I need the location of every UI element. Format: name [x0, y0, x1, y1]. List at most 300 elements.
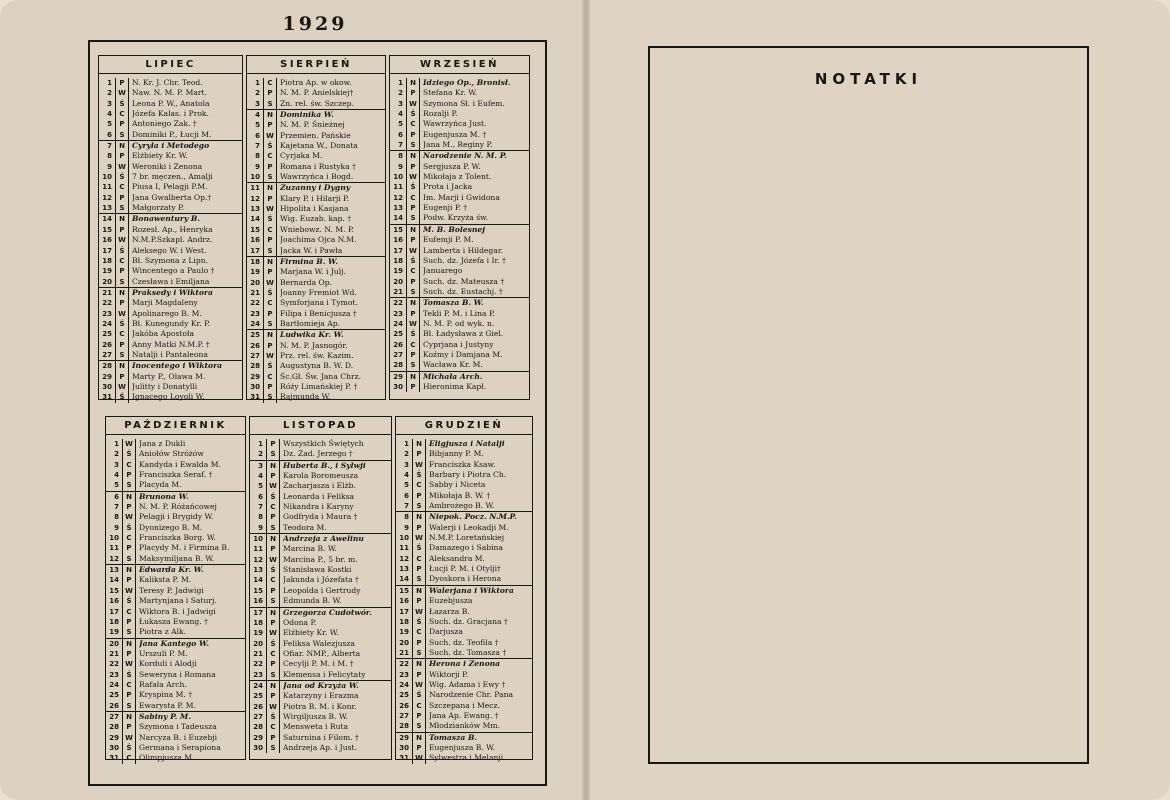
day-number: 5 [258, 482, 263, 491]
weekday-letter: Ś [263, 141, 277, 151]
weekday-letter: N [266, 681, 280, 691]
day-row [99, 246, 242, 256]
day-number: 8 [255, 152, 260, 161]
day-number: 2 [398, 89, 403, 98]
saint-name: Zn. rel. św. Szczep. [280, 98, 354, 108]
day-number: 7 [255, 142, 260, 151]
day-number: 2 [258, 450, 263, 459]
day-number: 31 [399, 754, 409, 763]
day-row [390, 99, 529, 109]
weekday-letter: P [122, 690, 136, 700]
weekday-letter: P [115, 298, 129, 308]
weekday-letter: Ś [263, 214, 277, 224]
day-number: 24 [250, 319, 260, 328]
day-row [106, 491, 245, 502]
weekday-letter: W [406, 246, 420, 256]
day-number: 4 [255, 111, 260, 120]
weekday-letter: S [266, 523, 280, 533]
day-row [99, 203, 242, 213]
saint-name: Michała Arch. [423, 371, 483, 381]
day-number: 21 [393, 287, 403, 296]
weekday-letter: S [263, 172, 277, 182]
day-row [106, 722, 245, 732]
day-number: 14 [109, 576, 119, 585]
weekday-letter: S [406, 213, 420, 223]
saint-name: Dz. Zad. Jerzego † [283, 449, 353, 459]
saint-name: Feliksa Walezjusza [283, 638, 355, 648]
day-row [250, 639, 391, 649]
day-number: 7 [107, 142, 112, 151]
weekday-letter: P [266, 512, 280, 522]
weekday-letter: P [406, 203, 420, 213]
day-number: 10 [399, 534, 409, 543]
day-row [106, 638, 245, 649]
day-row [396, 607, 532, 617]
weekday-letter: Ś [122, 523, 136, 533]
saint-name: Olimpjusza M. [139, 753, 195, 763]
saint-name: Ludwika Kr. W. [280, 330, 344, 340]
weekday-letter: W [263, 278, 277, 288]
weekday-letter: Ś [412, 470, 426, 480]
day-row [247, 382, 385, 392]
weekday-letter: S [266, 596, 280, 606]
day-number: 27 [393, 350, 403, 359]
saint-name: Sergjusza P. W. [423, 161, 481, 171]
day-number: 15 [393, 225, 403, 234]
weekday-letter: P [406, 309, 420, 319]
saint-name: Euzebjusza [429, 596, 473, 606]
day-row [247, 246, 385, 256]
saint-name: Młodzianków Mm. [429, 721, 500, 731]
day-number: 16 [393, 236, 403, 245]
weekday-letter: P [115, 266, 129, 276]
day-row [247, 329, 385, 340]
weekday-letter: Ś [115, 172, 129, 182]
saint-name: Jana M., Reginy P. [423, 140, 493, 150]
day-row [250, 680, 391, 691]
day-number: 10 [393, 173, 403, 182]
day-number: 21 [399, 648, 409, 657]
day-number: 22 [109, 660, 119, 669]
weekday-letter: N [406, 298, 420, 308]
month-block-pazdziernik [105, 416, 246, 763]
day-number: 31 [109, 754, 119, 763]
saint-name: Piusa I, Pelagji P.M. [132, 182, 208, 192]
day-row [390, 162, 529, 172]
weekday-letter: S [115, 350, 129, 360]
weekday-letter: W [412, 460, 426, 470]
weekday-letter: P [412, 596, 426, 606]
day-number: 6 [114, 492, 119, 501]
weekday-letter: Ś [412, 543, 426, 553]
month-name: WRZESIEŃ [390, 56, 529, 74]
weekday-letter: C [122, 607, 136, 617]
day-row [106, 586, 245, 596]
saint-name: Tekli P. M. i Lina P. [423, 308, 495, 318]
day-number: 28 [102, 362, 112, 371]
weekday-letter: W [406, 172, 420, 182]
weekday-letter: N [263, 110, 277, 120]
day-number: 5 [404, 481, 409, 490]
day-number: 6 [258, 492, 263, 501]
day-row [99, 172, 242, 182]
day-number: 18 [393, 256, 403, 265]
day-row [106, 733, 245, 743]
weekday-letter: S [412, 721, 426, 731]
weekday-letter: S [406, 360, 420, 370]
weekday-letter: P [115, 119, 129, 129]
day-number: 31 [250, 393, 260, 402]
day-number: 15 [250, 225, 260, 234]
saint-name: Saturnina i Filom. † [283, 732, 359, 742]
saint-name: Aniołów Stróżów [139, 449, 204, 459]
day-row [250, 449, 391, 459]
weekday-letter: P [266, 544, 280, 554]
day-row [390, 360, 529, 370]
day-number: 29 [109, 733, 119, 742]
weekday-letter: N [122, 639, 136, 649]
day-row [250, 691, 391, 701]
day-row [106, 701, 245, 711]
weekday-letter: C [406, 340, 420, 350]
saint-name: Edmunda B. W. [283, 596, 342, 606]
day-number: 5 [107, 120, 112, 129]
day-row [247, 309, 385, 319]
day-number: 24 [109, 680, 119, 689]
saint-name: Teresy P. Jadwigi [139, 585, 204, 595]
day-row [99, 256, 242, 266]
day-row [99, 360, 242, 371]
day-row [390, 340, 529, 350]
weekday-letter: Ś [263, 288, 277, 298]
saint-name: Wiktora B. i Jadwigi [139, 606, 216, 616]
saint-name: Aleksego W. i West. [132, 245, 207, 255]
weekday-letter: N [406, 225, 420, 235]
day-row [396, 701, 532, 711]
saint-name: Januarego [423, 266, 463, 276]
day-row [390, 297, 529, 308]
weekday-letter: P [263, 309, 277, 319]
day-row [250, 586, 391, 596]
day-row [247, 267, 385, 277]
weekday-letter: Ś [115, 392, 129, 402]
saint-name: Leonarda i Feliksa [283, 491, 355, 501]
day-number: 31 [102, 393, 112, 402]
day-number: 27 [399, 711, 409, 720]
weekday-letter: Ś [122, 449, 136, 459]
saint-name: Bernarda Op. [280, 277, 333, 287]
day-row [99, 309, 242, 319]
saint-name: Pelagji i Brygidy W. [139, 512, 214, 522]
saint-name: Wszystkich Świętych [283, 439, 364, 448]
weekday-letter: S [406, 287, 420, 297]
weekday-letter: S [263, 392, 277, 402]
weekday-letter: N [263, 257, 277, 267]
weekday-letter: P [122, 502, 136, 512]
day-row [396, 564, 532, 574]
saint-name: Walerji i Leokadji M. [429, 522, 509, 532]
saint-name: Eugenji P. † [423, 203, 468, 213]
saint-name: Karola Boromeusza [283, 471, 359, 481]
day-number: 9 [107, 162, 112, 171]
day-number: 28 [399, 722, 409, 731]
day-row [390, 182, 529, 192]
day-row [106, 743, 245, 753]
saint-name: Kaliksta P. M. [139, 575, 192, 585]
month-block-wrzesien [389, 55, 530, 400]
saint-name: Ewarysta P. M. [139, 700, 196, 710]
day-row [396, 460, 532, 470]
day-row [106, 575, 245, 585]
weekday-letter: S [263, 246, 277, 256]
weekday-letter: W [115, 88, 129, 98]
day-number: 29 [102, 372, 112, 381]
day-row [106, 753, 245, 763]
weekday-letter: N [406, 151, 420, 161]
saint-name: Firmina B. W. [280, 256, 338, 266]
saint-name: Augustyna B. W. D. [280, 361, 354, 371]
day-row [396, 648, 532, 658]
day-number: 12 [399, 554, 409, 563]
weekday-letter: P [412, 491, 426, 501]
day-number: 2 [404, 450, 409, 459]
saint-name: Jana od Krzyża W. [283, 680, 359, 690]
day-row [390, 150, 529, 161]
saint-name: Korduli i Alodji [139, 659, 197, 669]
weekday-letter: C [406, 193, 420, 203]
weekday-letter: P [406, 350, 420, 360]
day-row [247, 298, 385, 308]
saint-name: Edwarda Kr. W. [139, 565, 204, 575]
weekday-letter: S [122, 554, 136, 564]
day-row [247, 225, 385, 235]
day-row [247, 172, 385, 182]
weekday-letter: N [406, 78, 420, 88]
day-number: 14 [399, 575, 409, 584]
weekday-letter: N [122, 565, 136, 575]
weekday-letter: Ś [412, 690, 426, 700]
day-row [396, 658, 532, 669]
day-number: 18 [102, 256, 112, 265]
saint-name: Walerjana i Wiktora [429, 585, 514, 595]
weekday-letter: P [263, 162, 277, 172]
day-number: 29 [250, 372, 260, 381]
day-row [250, 575, 391, 585]
saint-name: Bartłomieja Ap. [280, 318, 341, 328]
day-row [396, 638, 532, 648]
day-row [250, 460, 391, 471]
saint-name: Eligjusza i Natalji [429, 439, 505, 448]
day-row [250, 439, 391, 449]
weekday-letter: P [122, 722, 136, 732]
saint-name: Koźmy i Damjana M. [423, 349, 503, 359]
day-number: 26 [102, 340, 112, 349]
saint-name: Prota i Jacka [423, 182, 473, 192]
day-number: 6 [255, 131, 260, 140]
weekday-letter: N [263, 330, 277, 340]
saint-name: Such. dz. Eustachj. † [423, 286, 503, 296]
weekday-letter: S [115, 203, 129, 213]
day-row [390, 382, 529, 392]
day-row [390, 140, 529, 150]
weekday-letter: Ś [406, 182, 420, 192]
weekday-letter: P [263, 267, 277, 277]
weekday-letter: S [122, 701, 136, 711]
weekday-letter: P [412, 743, 426, 753]
day-number: 9 [114, 523, 119, 532]
weekday-letter: S [115, 277, 129, 287]
day-number: 20 [399, 638, 409, 647]
saint-name: Aleksandra M. [429, 553, 485, 563]
day-number: 11 [393, 183, 403, 192]
weekday-letter: P [263, 120, 277, 130]
day-number: 30 [393, 382, 403, 391]
calendar-year: 1929 [282, 13, 348, 35]
day-number: 8 [404, 513, 409, 522]
weekday-letter: S [406, 140, 420, 150]
saint-name: Praksedy i Wiktora [132, 287, 213, 297]
day-number: 28 [253, 723, 263, 732]
day-row [106, 680, 245, 690]
month-block-sierpien [246, 55, 386, 400]
saint-name: Herona i Zenona [429, 659, 501, 669]
weekday-letter: Ś [266, 639, 280, 649]
weekday-letter: C [122, 753, 136, 763]
saint-name: Bł. Kunegundy Kr. P. [132, 318, 211, 328]
saint-name: Rafała Arch. [139, 679, 187, 689]
weekday-letter: S [412, 574, 426, 584]
day-number: 23 [253, 670, 263, 679]
day-row [396, 690, 532, 700]
day-row [106, 460, 245, 470]
day-number: 1 [255, 79, 260, 87]
saint-name: Róży Limańskiej P. † [280, 381, 358, 391]
weekday-letter: N [263, 183, 277, 193]
day-row [250, 471, 391, 481]
day-number: 29 [393, 372, 403, 381]
saint-name: Kajetana W., Donata [280, 141, 358, 151]
day-row [250, 722, 391, 732]
day-row [390, 109, 529, 119]
saint-name: Such. dz. Józefa i Ir. † [423, 255, 506, 265]
saint-name: Piotra Ap. w okow. [280, 78, 352, 87]
saint-name: Kryspina M. † [139, 690, 193, 700]
day-row [99, 109, 242, 119]
saint-name: Darjusza [429, 627, 463, 637]
day-number: 25 [102, 330, 112, 339]
weekday-letter: C [263, 372, 277, 382]
day-row [247, 288, 385, 298]
saint-name: Ignacego Loyoli W. [132, 392, 205, 402]
day-number: 13 [253, 566, 263, 575]
saint-name: Ofiar. NMP., Alberta [283, 648, 361, 658]
day-row [106, 470, 245, 480]
day-number: 12 [253, 555, 263, 564]
weekday-letter: P [412, 564, 426, 574]
weekday-letter: Ś [122, 596, 136, 606]
day-number: 23 [102, 309, 112, 318]
day-number: 23 [393, 309, 403, 318]
day-row [250, 523, 391, 533]
saint-name: Czesława i Emiljana [132, 276, 210, 286]
weekday-letter: P [406, 88, 420, 98]
day-row [250, 743, 391, 753]
saint-name: 7 br. męczen., Amalji [132, 172, 213, 182]
weekday-letter: N [266, 608, 280, 618]
day-row [396, 711, 532, 721]
day-number: 7 [404, 502, 409, 511]
saint-name: Mikołaja z Tolent. [423, 172, 492, 182]
day-row [250, 492, 391, 502]
day-row [390, 287, 529, 297]
weekday-letter: P [266, 733, 280, 743]
day-number: 29 [253, 733, 263, 742]
day-row [390, 78, 529, 88]
weekday-letter: C [412, 554, 426, 564]
day-row [99, 382, 242, 392]
day-row [250, 544, 391, 554]
weekday-letter: W [115, 162, 129, 172]
day-row [99, 140, 242, 151]
weekday-letter: W [263, 204, 277, 214]
day-row [390, 277, 529, 287]
day-row [396, 439, 532, 449]
day-number: 17 [393, 246, 403, 255]
saint-name: Idziego Op., Bronisł. [423, 78, 511, 87]
weekday-letter: W [266, 628, 280, 638]
weekday-letter: N [122, 712, 136, 722]
day-row [396, 627, 532, 637]
day-number: 25 [109, 691, 119, 700]
day-row [396, 491, 532, 501]
day-row [99, 88, 242, 98]
day-row [106, 607, 245, 617]
weekday-letter: W [412, 680, 426, 690]
weekday-letter: W [263, 351, 277, 361]
day-number: 20 [250, 278, 260, 287]
day-row [99, 277, 242, 287]
day-row [396, 523, 532, 533]
day-row [396, 721, 532, 731]
day-row [390, 371, 529, 382]
day-number: 22 [399, 660, 409, 669]
saint-name: Joanny Fremiot Wd. [280, 287, 357, 297]
saint-name: Szymona Sł. i Eufem. [423, 98, 505, 108]
saint-name: Marty P., Olawa M. [132, 371, 206, 381]
day-number: 28 [393, 361, 403, 370]
day-number: 20 [253, 639, 263, 648]
notes-title: NOTATKI [814, 70, 923, 88]
day-number: 8 [258, 513, 263, 522]
saint-name: Placydy M. i Firmina B. [139, 543, 230, 553]
weekday-letter: C [266, 502, 280, 512]
weekday-letter: N [115, 141, 129, 151]
weekday-letter: N [122, 492, 136, 502]
day-number: 17 [250, 246, 260, 255]
saint-name: Jana Ap. Ewang. † [429, 710, 499, 720]
weekday-letter: W [406, 99, 420, 109]
saint-name: Łazarza B. [429, 606, 470, 616]
weekday-letter: C [406, 266, 420, 276]
saint-name: Eugenjusza M. † [423, 129, 487, 139]
day-row [396, 543, 532, 553]
saint-name: Odona P. [283, 617, 317, 627]
weekday-letter: S [412, 501, 426, 511]
day-number: 16 [250, 236, 260, 245]
day-number: 22 [102, 299, 112, 308]
weekday-letter: W [412, 533, 426, 543]
day-row [390, 266, 529, 276]
